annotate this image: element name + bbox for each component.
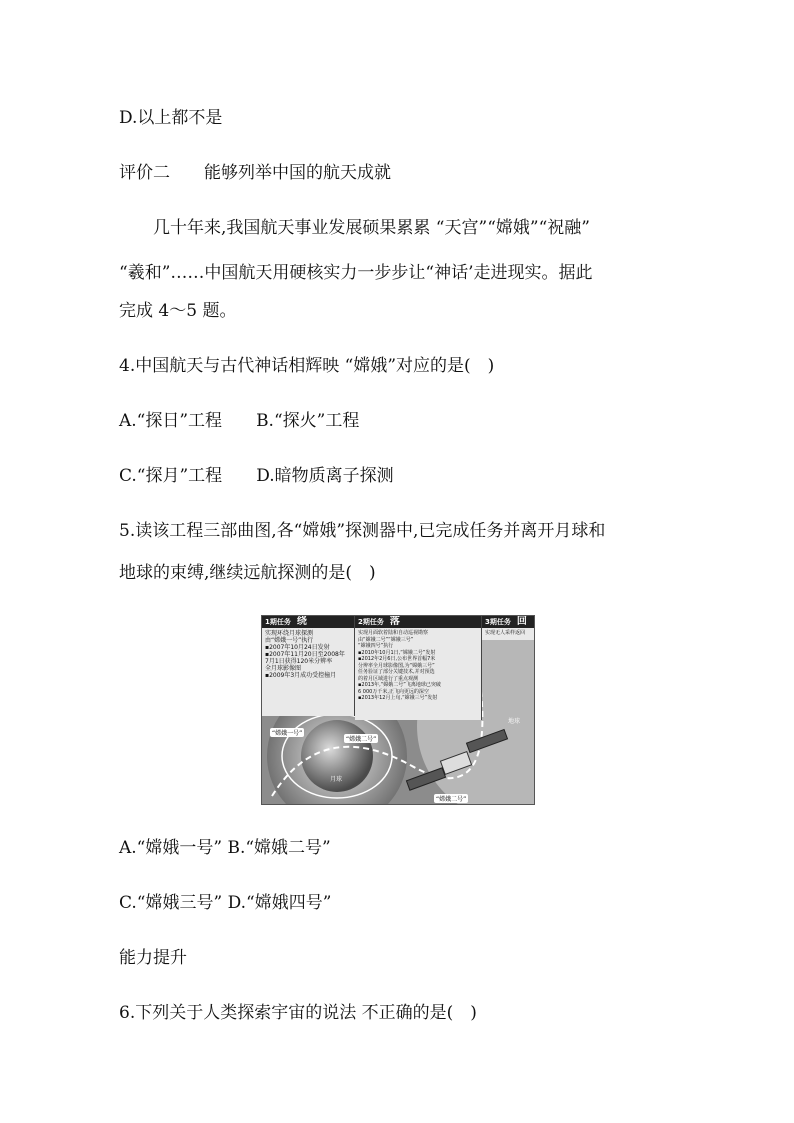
section-title: 能够列举中国的航天成就 xyxy=(204,163,391,183)
option-c: C.“嫦娥三号” xyxy=(119,893,223,913)
option-b: B.“探火”工程 xyxy=(256,411,360,431)
phase-3-panel: 3期任务 回 实现无人采样返回 xyxy=(482,616,534,640)
option-c: C.“探月”工程 xyxy=(119,466,223,486)
phase-2-panel: 2期任务 落 实现月面软着陆和自动巡视勘察 由“嫦娥二号”“嫦娥三号” “嫦娥四号”执行 ▪2010年10月1日,“嫦娥二号”发射 ▪2012年2月6日,公布世界首幅7米 分辨率全月球影像图,为“嫦娥三号” 任务验证了部分关键技术,并对预选 的着月区域进行了重点观测 ▪2013年,“嫦娥二号”飞离地球已突破 6 000万千米,正飞向更远的深空 ▪2013年12月上旬,“嫦娥三号”发射 xyxy=(355,616,482,720)
intro-line-2: “羲和”……中国航天用硬核实力一步步让“神话’走进现实。据此 xyxy=(119,263,593,283)
label-change-2-moon: “嫦娥二号” xyxy=(346,736,377,743)
label-earth: 地球 xyxy=(508,718,521,725)
question-5-line-1: 5.读该工程三部曲图,各“嫦娥”探测器中,已完成任务并离开月球和 xyxy=(119,521,606,541)
option-d: D.暗物质离子探测 xyxy=(256,466,394,486)
label-change-2-orbit: “嫦娥二号” xyxy=(436,796,467,803)
ability-heading: 能力提升 xyxy=(119,948,187,968)
option-a: A.“探日”工程 xyxy=(119,411,223,431)
label-moon: 月球 xyxy=(330,776,343,783)
question-5-line-2: 地球的束缚,继续远航探测的是( ) xyxy=(119,563,376,583)
question-5-options-cd xyxy=(119,893,331,913)
phase-2-notes: 实现月面软着陆和自动巡视勘察 由“嫦娥二号”“嫦娥三号” “嫦娥四号”执行 ▪2010年10月1日,“嫦娥二号”发射 ▪2012年2月6日,公布世界首幅7米 分辨率全月球影像图,为“嫦娥三号” 任务验证了部分关键技术,并对预选 的着月区域进行了重点观测 ▪2013年,“嫦娥二号”飞离地球已突破 6 000万千米,正飞向更远的深空 ▪2013年12月上旬,“嫦娥三号”发射 xyxy=(358,630,441,701)
change-program-figure xyxy=(261,615,535,805)
question-6: 6.下列关于人类探索宇宙的说法 不正确的是( ) xyxy=(119,1003,477,1023)
option-b: B.“嫦娥二号” xyxy=(227,838,331,858)
question-4-options-ab xyxy=(119,411,359,431)
label-change-1: “嫦娥一号” xyxy=(272,730,303,737)
phase-3-notes: 实现无人采样返回 xyxy=(485,630,526,636)
intro-line-3: 完成 4～5 题。 xyxy=(119,301,237,321)
option-a: A.“嫦娥一号” xyxy=(119,838,223,858)
question-4: 4.中国航天与古代神话相辉映 “嫦娥”对应的是( ) xyxy=(119,356,495,376)
phase-1-panel: 1期任务 绕 实现环绕月球探测 由“嫦娥一号”执行 ▪2007年10月24日发射 ▪2007年11月20日至2008年 7月1日获得120米分辨率 全月球影像图 ▪2009年3月成功受控撞月 xyxy=(262,616,355,716)
intro-line-1: 几十年来,我国航天事业发展硕果累累 “天宫”“嫦娥”“祝融” xyxy=(153,218,590,238)
option-d: D.“嫦娥四号” xyxy=(227,893,332,913)
section-heading xyxy=(119,163,391,183)
question-4-options-cd xyxy=(119,466,394,486)
question-5-options-ab xyxy=(119,838,331,858)
section-label: 评价二 xyxy=(119,163,170,183)
phase-1-notes: 实现环绕月球探测 由“嫦娥一号”执行 ▪2007年10月24日发射 ▪2007年11月20日至2008年 7月1日获得120米分辨率 全月球影像图 ▪2009年3月成功受控撞月 xyxy=(265,630,345,679)
option-d: D.以上都不是 xyxy=(119,108,223,128)
